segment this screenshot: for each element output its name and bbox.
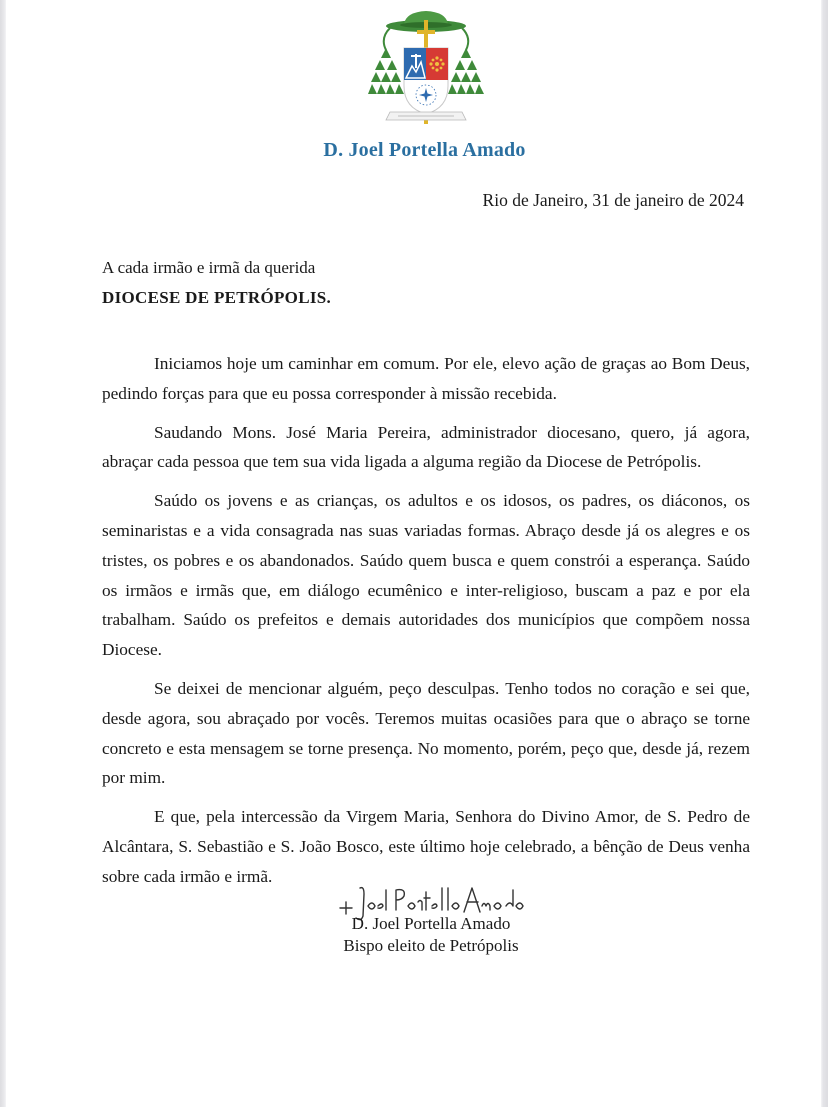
page-edge-right: [821, 0, 828, 1107]
signatory-title: Bispo eleito de Petrópolis: [343, 936, 519, 955]
paragraph: E que, pela intercessão da Virgem Maria, Senhora do Divino Amor, de S. Pedro de Alcântara, S. Sebastião e S. João Bosco, este último hoje celebrado, a bênção de Deus venha sobre cada irmão e irmã.: [102, 807, 750, 886]
paragraph: Iniciamos hoje um caminhar em comum. Por ele, elevo ação de graças ao Bom Deus, pedindo forças para que eu possa corresponder à missão recebida.: [102, 354, 750, 403]
date-line: Rio de Janeiro, 31 de janeiro de 2024: [482, 190, 744, 210]
letter-page: [6, 0, 821, 1107]
coat-of-arms-graphic: [368, 8, 484, 130]
salutation: A cada irmão e irmã da querida: [102, 258, 316, 277]
addressee: DIOCESE DE PETRÓPOLIS.: [102, 288, 332, 307]
signature-block: [316, 882, 546, 957]
paragraph: Saúdo os jovens e as crianças, os adultos e os idosos, os padres, os diáconos, os seminaristas e a vida consagrada nas suas variadas formas. Abraço desde já os alegres e os tristes, os pobres e os abandonados. Saúdo quem busca e quem constrói a esperança. Saúdo os irmãos e irmãs que, em diálogo ecumênico e inter-religioso, buscam a paz e por ela trabalham. Saúdo os prefeitos e demais autoridades dos municípios que compõem nossa Diocese.: [102, 491, 750, 660]
letter-body: [102, 349, 750, 901]
paragraph: Se deixei de mencionar alguém, peço desculpas. Tenho todos no coração e sei que, desde agora, sou abraçado por vocês. Teremos muitas ocasiões para que o abraço se torne concreto e esta mensagem se torne presença. No momento, porém, peço que, desde já, rezem por mim.: [102, 678, 750, 788]
paragraph: Saudando Mons. José Maria Pereira, administrador diocesano, quero, já agora, abraçar cada pessoa que tem sua vida ligada a alguma região da Diocese de Petrópolis.: [102, 422, 750, 472]
letterhead-author-name: D. Joel Portella Amado: [323, 139, 526, 161]
signatory-name: D. Joel Portella Amado: [351, 914, 511, 933]
episcopal-coat-of-arms-icon: [368, 8, 484, 130]
